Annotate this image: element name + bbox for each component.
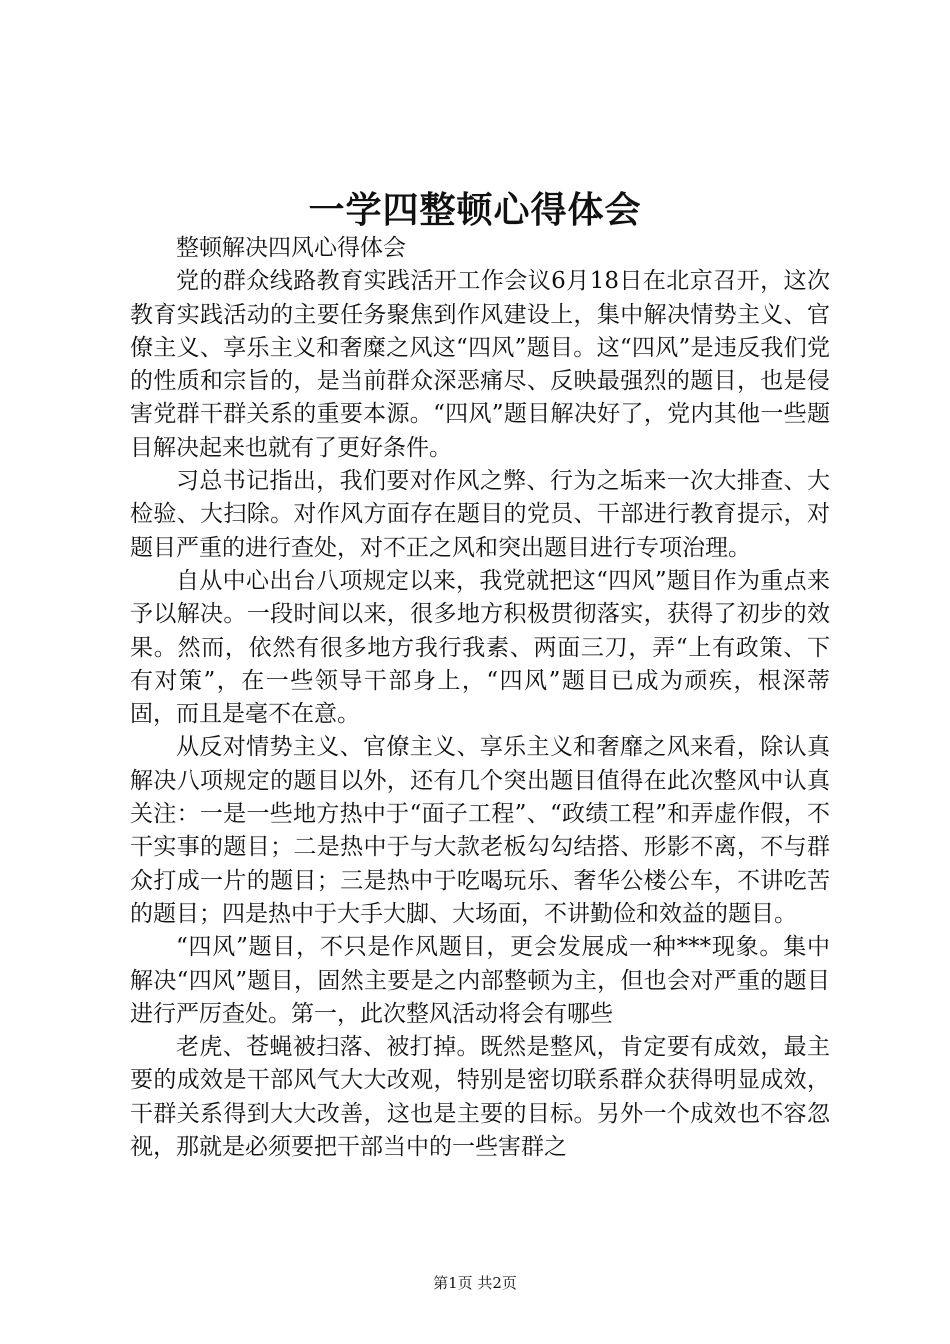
body-paragraph: 习总书记指出，我们要对作风之弊、行为之垢来一次大排查、大检验、大扫除。对作风方面存在题目的党员、干部进行教育提示，对题目严重的进行查处，对不正之风和突出题目进行专项治理。 bbox=[130, 468, 830, 561]
document-body bbox=[130, 232, 830, 1164]
body-paragraph: 老虎、苍蝇被扫落、被打掉。既然是整风，肯定要有成效，最主要的成效是干部风气大大改观，特别是密切联系群众获得明显成效，干群关系得到大大改善，这也是主要的目标。另外一个成效也不容忽视，那就是必须要把干部当中的一些害群之 bbox=[130, 1034, 830, 1161]
body-paragraph: 党的群众线路教育实践活开工作会议6月18日在北京召开，这次教育实践活动的主要任务聚焦到作风建设上，集中解决情势主义、官僚主义、享乐主义和奢糜之风这“四风”题目。这“四风”是违反我们党的性质和宗旨的，是当前群众深恶痛尽、反映最强烈的题目，也是侵害党群干群关系的重要本源。“四风”题目解决好了，党内其他一些题目解决起来也就有了更好条件。 bbox=[130, 268, 830, 461]
document-title: 一学四整顿心得体会 bbox=[308, 189, 642, 231]
body-paragraph: 自从中心出台八项规定以来，我党就把这“四风”题目作为重点来予以解决。一段时间以来，很多地方积极贯彻落实，获得了初步的效果。然而，依然有很多地方我行我素、两面三刀，弄“上有政策、下有对策”，在一些领导干部身上，“四风”题目已成为顽疾，根深蒂固，而且是毫不在意。 bbox=[130, 567, 830, 728]
body-paragraph: 从反对情势主义、官僚主义、享乐主义和奢靡之风来看，除认真解决八项规定的题目以外，还有几个突出题目值得在此次整风中认真关注：一是一些地方热中于“面子工程”、“政绩工程”和弄虚作假，不干实事的题目；二是热中于与大款老板勾勾结搭、形影不离，不与群众打成一片的题目；三是热中于吃喝玩乐、奢华公楼公车，不讲吃苦的题目；四是热中于大手大脚、大场面，不讲勤俭和效益的题目。 bbox=[130, 734, 830, 927]
subtitle-paragraph: 整顿解决四风心得体会 bbox=[176, 235, 406, 261]
body-paragraph: “四风”题目，不只是作风题目，更会发展成一种***现象。集中解决“四风”题目，固然主要是之内部整顿为主，但也会对严重的题目进行严厉查处。第一，此次整风活动将会有哪些 bbox=[130, 934, 830, 1027]
page-number-footer: 第1页 共2页 bbox=[433, 1274, 517, 1292]
